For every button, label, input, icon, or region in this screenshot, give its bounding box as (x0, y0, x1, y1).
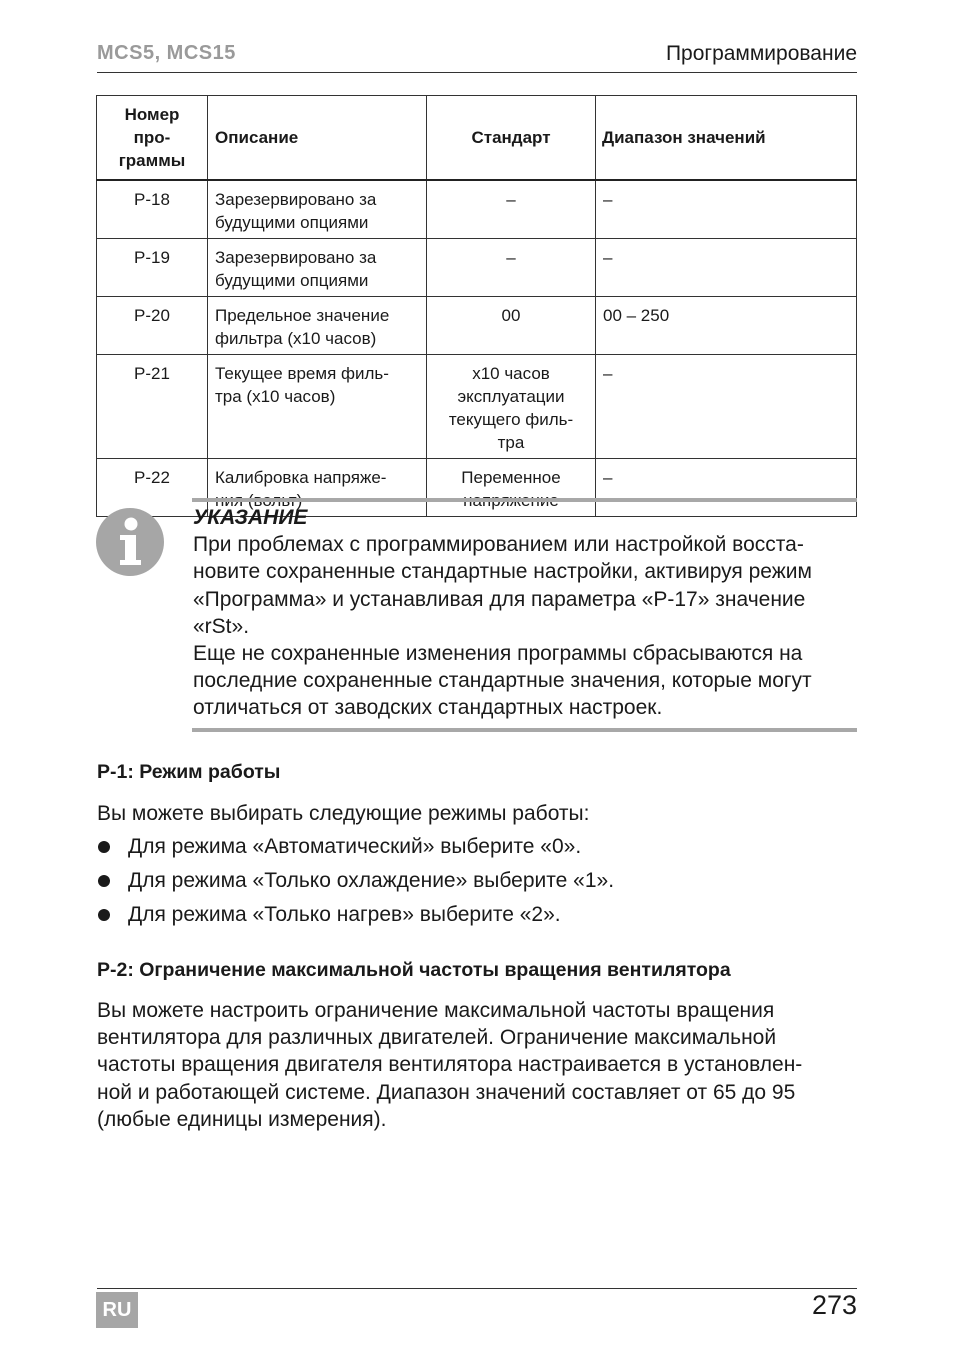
note-paragraph-1: При проблемах с программированием или настройкой восста- новите сохраненные стандартные настройки, активируя режим «Программа» и устанавливая для параметра «P-17» значение «rSt». (193, 533, 812, 638)
table-row (97, 354, 857, 458)
row-description: Зарезервировано за будущими опциями (208, 238, 427, 296)
list-item: Для режима «Автоматический» выберите «0». (97, 832, 614, 866)
bullet-icon (98, 909, 110, 921)
list-item: Для режима «Только нагрев» выберите «2». (97, 900, 614, 934)
row-description: Калибровка напряже- (208, 458, 427, 516)
mode-list (97, 832, 614, 934)
model-name: MCS5, MCS15 (97, 42, 236, 64)
row-standard: Переменное (427, 458, 596, 516)
table-row (97, 238, 857, 296)
p2-heading: P-2: Ограничение максимальной частоты вращения вентилятора (97, 959, 731, 981)
footer-rule (97, 1288, 857, 1289)
row-number: P-18 (97, 180, 208, 239)
row-standard: – (427, 238, 596, 296)
table-row (97, 180, 857, 239)
list-item: Для режима «Только охлаждение» выберите «1». (97, 866, 614, 900)
row-standard: x10 часов эксплуатации текущего филь- тра (427, 354, 596, 458)
table-header-row (97, 96, 857, 180)
info-icon (96, 508, 164, 576)
language-badge: RU (96, 1292, 138, 1328)
bullet-icon (98, 841, 110, 853)
note-bottom-rule (192, 728, 857, 732)
note-box (193, 504, 861, 722)
table-row (97, 296, 857, 354)
row-number: P-22 (97, 458, 208, 516)
row-number: P-20 (97, 296, 208, 354)
row-range: 00 – 250 (596, 296, 857, 354)
row-description: Предельное значение фильтра (x10 часов) (208, 296, 427, 354)
row-number: P-19 (97, 238, 208, 296)
note-top-rule (192, 498, 857, 502)
row-standard: 00 (427, 296, 596, 354)
header-range: Диапазон значений (596, 96, 857, 180)
note-paragraph-2: Еще не сохраненные изменения программы сбрасываются на последние сохраненные стандартные значения, которые могут отличаться от заводских стандартных настроек. (193, 642, 812, 720)
row-standard: – (427, 180, 596, 239)
note-title: УКАЗАНИЕ (193, 506, 308, 529)
page-number: 273 (811, 1290, 857, 1320)
row-description: Зарезервировано за будущими опциями (208, 180, 427, 239)
header-standard: Стандарт (427, 96, 596, 180)
row-range: – (596, 458, 857, 516)
row-description: Текущее время филь- тра (x10 часов) (208, 354, 427, 458)
page-header (97, 38, 857, 73)
p1-heading: P-1: Режим работы (97, 761, 281, 783)
header-description: Описание (208, 96, 427, 180)
row-range: – (596, 354, 857, 458)
bullet-icon (98, 875, 110, 887)
row-range: – (596, 180, 857, 239)
row-number: P-21 (97, 354, 208, 458)
parameter-table (96, 95, 857, 517)
row-range: – (596, 238, 857, 296)
section-title: Программирование (665, 42, 857, 65)
p2-body: Вы можете настроить ограничение максимальной частоты вращения вентилятора для различных двигателей. Ограничение максимальной частоты вращения двигателя вентилятора настраивается в установлен- ной и работающей системе. Диапазон значений составляет от 65 до 95 (любые единицы измерения). (97, 999, 803, 1131)
p1-intro: Вы можете выбирать следующие режимы работы: (97, 802, 590, 825)
header-number: Номер про- граммы (97, 96, 208, 180)
